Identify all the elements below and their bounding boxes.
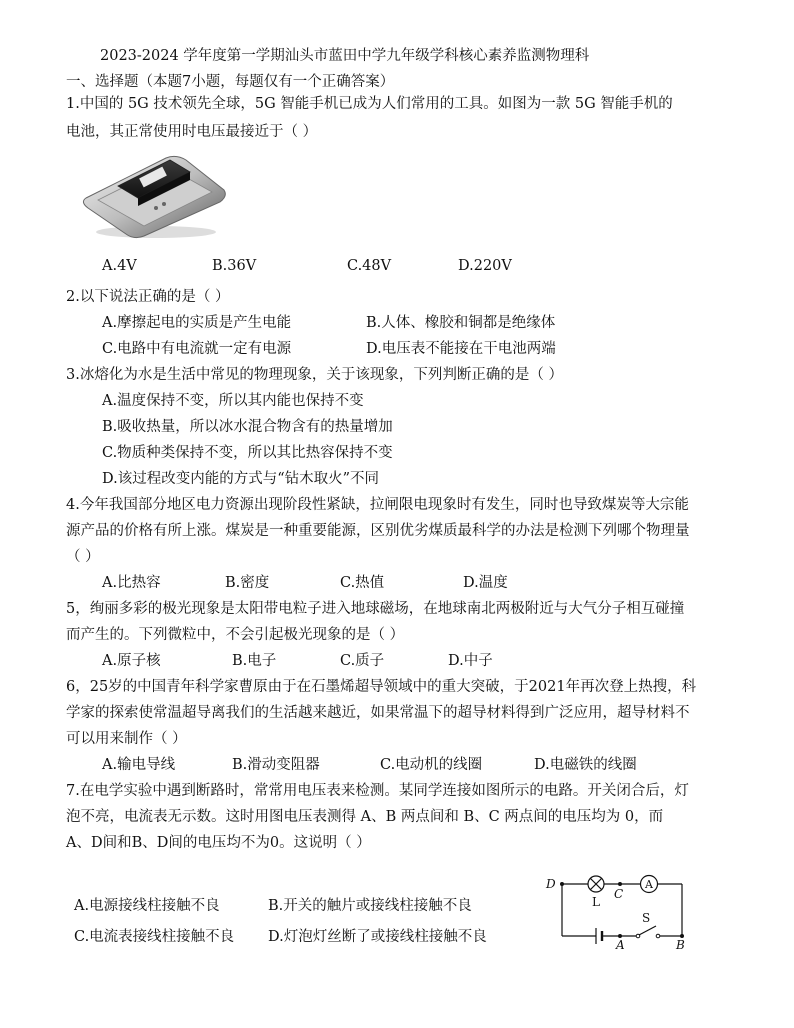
q6-option-c[interactable]: C.电动机的线圈	[380, 757, 483, 773]
phone-battery-image	[78, 150, 228, 240]
label-b: B	[676, 938, 685, 952]
q1-option-c[interactable]: C.48V	[347, 258, 392, 274]
page-title: 2023-2024 学年度第一学期汕头市蓝田中学九年级学科核心素养监测物理科	[100, 48, 590, 64]
q6-stem-line1: 6，25岁的中国青年科学家曹原由于在石墨烯超导领域中的重大突破，于2021年再次登上热搜，科	[66, 679, 697, 695]
label-l: L	[592, 895, 600, 909]
q4-stem-line3: （ ）	[66, 549, 100, 565]
q2-stem: 2.以下说法正确的是（ ）	[66, 289, 230, 305]
q3-option-d[interactable]: D.该过程改变内能的方式与“钻木取火”不同	[102, 471, 380, 487]
label-s: S	[642, 911, 651, 925]
q7-stem-line2: 泡不亮，电流表无示数。这时用图电压表测得 A、B 两点间和 B、C 两点间的电压均为 0，而	[66, 809, 664, 825]
q1-option-b[interactable]: B.36V	[212, 258, 257, 274]
label-c: C	[614, 887, 624, 901]
circuit-diagram	[540, 868, 700, 952]
section-heading: 一、选择题（本题7小题，每题仅有一个正确答案）	[66, 74, 395, 90]
q6-option-d[interactable]: D.电磁铁的线圈	[534, 757, 637, 773]
q2-option-d[interactable]: D.电压表不能接在干电池两端	[366, 341, 556, 357]
q6-option-a[interactable]: A.输电导线	[102, 757, 176, 773]
q7-option-c[interactable]: C.电流表接线柱接触不良	[74, 929, 235, 945]
q5-option-c[interactable]: C.质子	[340, 653, 385, 669]
q5-option-a[interactable]: A.原子核	[102, 653, 161, 669]
q5-option-b[interactable]: B.电子	[232, 653, 277, 669]
q6-stem-line2: 学家的探索使常温超导离我们的生活越来越近，如果常温下的超导材料得到广泛应用，超导材料不	[66, 705, 690, 721]
q2-option-c[interactable]: C.电路中有电流就一定有电源	[102, 341, 292, 357]
q4-option-a[interactable]: A.比热容	[102, 575, 161, 591]
label-a-point: A	[616, 938, 625, 952]
q1-option-d[interactable]: D.220V	[458, 258, 512, 274]
q7-option-b[interactable]: B.开关的触片或接线柱接触不良	[268, 898, 472, 914]
q3-stem: 3.冰熔化为水是生活中常见的物理现象，关于该现象，下列判断正确的是（ ）	[66, 367, 563, 383]
q4-option-d[interactable]: D.温度	[463, 575, 508, 591]
q3-option-c[interactable]: C.物质种类保持不变，所以其比热容保持不变	[102, 445, 393, 461]
q4-stem-line2: 源产品的价格有所上涨。煤炭是一种重要能源，区别优劣煤质最科学的办法是检测下列哪个物理量	[66, 523, 690, 539]
q3-option-a[interactable]: A.温度保持不变，所以其内能也保持不变	[102, 393, 364, 409]
q5-stem-line1: 5，绚丽多彩的极光现象是太阳带电粒子进入地球磁场，在地球南北两极附近与大气分子相互碰撞	[66, 601, 685, 617]
q7-option-a[interactable]: A.电源接线柱接触不良	[74, 898, 220, 914]
q5-option-d[interactable]: D.中子	[448, 653, 493, 669]
q4-stem-line1: 4.今年我国部分地区电力资源出现阶段性紧缺，拉闸限电现象时有发生，同时也导致煤炭等大宗能	[66, 497, 689, 513]
q7-stem-line1: 7.在电学实验中遇到断路时，常常用电压表来检测。某同学连接如图所示的电路。开关闭合后，灯	[66, 783, 689, 799]
q2-option-a[interactable]: A.摩擦起电的实质是产生电能	[102, 315, 292, 331]
q3-option-b[interactable]: B.吸收热量，所以冰水混合物含有的热量增加	[102, 419, 393, 435]
q1-option-a[interactable]: A.4V	[102, 258, 137, 274]
q6-stem-line3: 可以用来制作（ ）	[66, 731, 187, 747]
q4-option-c[interactable]: C.热值	[340, 575, 385, 591]
q7-stem-line3: A、D间和B、D间的电压均不为0。这说明（ ）	[66, 835, 371, 851]
q7-option-d[interactable]: D.灯泡灯丝断了或接线柱接触不良	[268, 929, 487, 945]
label-d: D	[546, 877, 556, 891]
q1-stem-line1: 1.中国的 5G 技术领先全球，5G 智能手机已成为人们常用的工具。如图为一款 5G 智能手机的	[66, 96, 673, 112]
ammeter-label: A	[645, 878, 653, 891]
q4-option-b[interactable]: B.密度	[225, 575, 270, 591]
q6-option-b[interactable]: B.滑动变阻器	[232, 757, 320, 773]
q2-option-b[interactable]: B.人体、橡胶和铜都是绝缘体	[366, 315, 556, 331]
switch-contact	[656, 934, 660, 938]
switch-lever	[639, 926, 656, 935]
q5-stem-line2: 而产生的。下列微粒中，不会引起极光现象的是（ ）	[66, 627, 405, 643]
q1-stem-line2: 电池，其正常使用时电压最接近于（ ）	[66, 124, 318, 140]
